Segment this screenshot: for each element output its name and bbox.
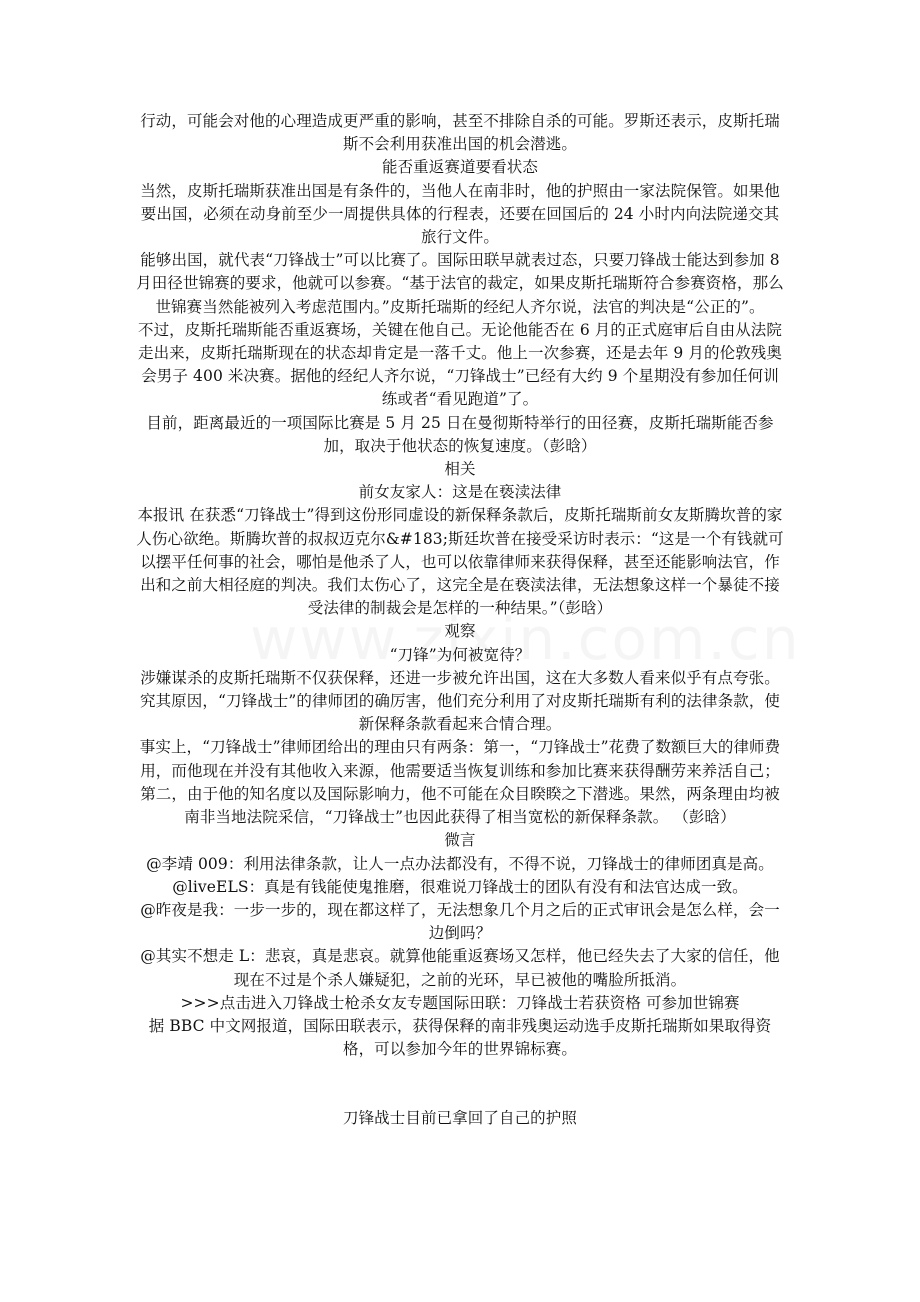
comment: @liveELS：真是有钱能使鬼推磨，很难说刀锋战士的团队有没有和法官达成一致。 <box>172 877 748 896</box>
paragraph: 据 BBC 中文网报道，国际田联表示，获得保释的南非残奥运动选手皮斯托瑞斯如果取得资格，可以参加今年的世界锦标赛。 <box>148 1016 772 1059</box>
section-heading: “刀锋”为何被宽待？ <box>389 645 531 664</box>
paragraph: 涉嫌谋杀的皮斯托瑞斯不仅获保释，还进一步被允许出国，这在大多数人看来似乎有点夸张。究其原因，“刀锋战士”的律师团的确厉害，他们充分利用了对皮斯托瑞斯有利的法律条款，使新保释条款看起来合情合理。 <box>139 668 781 734</box>
comment: @李靖 009：利用法律条款，让人一点办法都没有，不得不说，刀锋战士的律师团真是高。 <box>146 854 774 873</box>
section-heading: 微言 <box>444 831 476 850</box>
section-heading: 相关 <box>444 460 476 479</box>
section-heading: 前女友家人：这是在亵渎法律 <box>358 483 562 502</box>
paragraph: 行动，可能会对他的心理造成更严重的影响，甚至不排除自杀的可能。罗斯还表示，皮斯托瑞斯不会利用获准出国的机会潜逃。 <box>140 112 780 154</box>
comment: @昨夜是我：一步一步的，现在都这样了，无法想象几个月之后的正式审讯会是怎么样，会一边倒吗？ <box>140 900 780 943</box>
paragraph: 不过，皮斯托瑞斯能否重返赛场，关键在他自己。无论他能否在 6 月的正式庭审后自由从法院走出来，皮斯托瑞斯现在的状态却肯定是一落千丈。他上一次参赛，还是去年 9 月的伦敦残奥会男子 400 米决赛。据他的经纪人齐尔说，“刀锋战士”已经有大约 9 个星期没有参加任何训练或者“看见跑道”了。 <box>137 320 783 409</box>
section-heading: 能否重返赛道要看状态 <box>381 158 538 177</box>
paragraph: 目前，距离最近的一项国际比赛是 5 月 25 日在曼彻斯特举行的田径赛，皮斯托瑞斯能否参加，取决于他状态的恢复速度。（彭晗） <box>146 413 774 455</box>
paragraph: 能够出国，就代表“刀锋战士”可以比赛了。国际田联早就表过态，只要刀锋战士能达到参加 8 月田径世锦赛的要求，他就可以参赛。“基于法官的裁定，如果皮斯托瑞斯符合参赛资格，那么世锦赛当然能被列入考虑范围内。”皮斯托瑞斯的经纪人齐尔说，法官的判决是“公正的”。 <box>136 251 784 316</box>
paragraph: 本报讯 在获悉“刀锋战士”得到这份形同虚设的新保释条款后，皮斯托瑞斯前女友斯腾坎普的家人伤心欲绝。斯腾坎普的叔叔迈克尔&#183;斯廷坎普在接受采访时表示：“这是一个有钱就可以摆平任何事的社会，哪怕是他杀了人，也可以依靠律师来获得保释，甚至还能影响法官，作出和之前大相径庭的判决。我们太伤心了，这完全是在亵渎法律，无法想象这样一个暴徒不接受法律的制裁会是怎样的一种结果。”（彭晗） <box>136 506 784 618</box>
topic-link[interactable]: >>>点击进入刀锋战士枪杀女友专题国际田联：刀锋战士若获资格 可参加世锦赛 <box>180 993 740 1012</box>
paragraph: 事实上，“刀锋战士”律师团给出的理由只有两条：第一，“刀锋战士”花费了数额巨大的律师费用，而他现在并没有其他收入来源，他需要适当恢复训练和参加比赛来获得酬劳来养活自己；第二，由于他的知名度以及国际影响力，他不可能在众目睽睽之下潜逃。果然，两条理由均被南非当地法院采信，“刀锋战士”也因此获得了相当宽松的新保释条款。 （彭晗） <box>139 738 781 827</box>
document-body <box>135 110 785 1131</box>
caption: 刀锋战士目前已拿回了自己的护照 <box>342 1109 577 1128</box>
spacer <box>135 1061 785 1107</box>
comment: @其实不想走 L：悲哀，真是悲哀。就算他能重返赛场又怎样，他已经失去了大家的信任，他现在不过是个杀人嫌疑犯，之前的光环，早已被他的嘴脸所抵消。 <box>140 947 780 989</box>
section-heading: 观察 <box>444 622 476 641</box>
paragraph: 当然，皮斯托瑞斯获准出国是有条件的，当他人在南非时，他的护照由一家法院保管。如果他要出国，必须在动身前至少一周提供具体的行程表，还要在回国后的 24 小时内向法院递交其旅行文件。 <box>140 181 780 247</box>
